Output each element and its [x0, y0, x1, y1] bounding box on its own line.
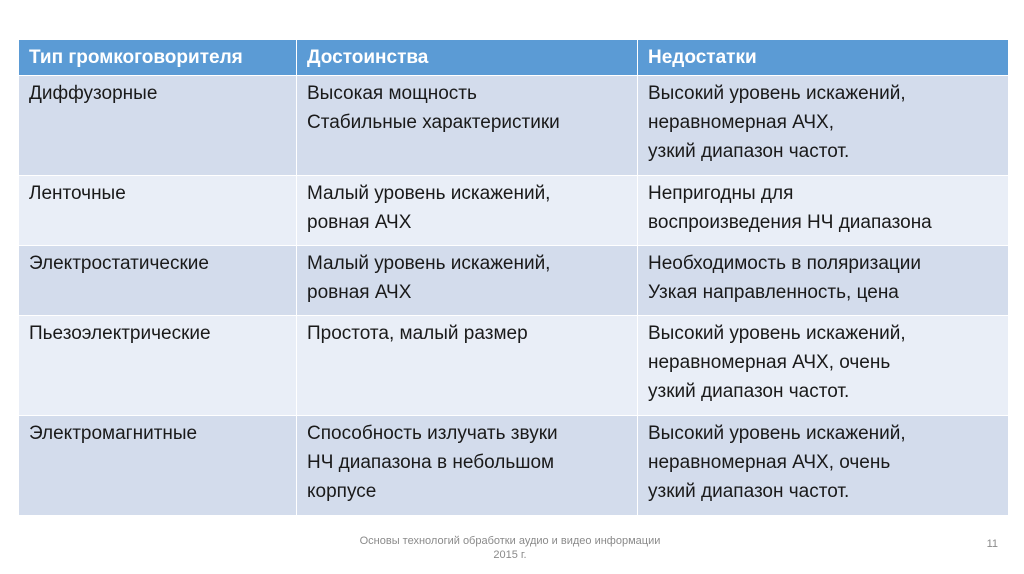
cell-disadvantages: [638, 176, 1009, 246]
cell-line: НЧ диапазона в небольшом: [307, 452, 555, 473]
cell-line: Ленточные: [29, 183, 126, 204]
cell-disadvantages: [638, 246, 1009, 316]
cell-line: неравномерная АЧХ,: [648, 112, 834, 133]
cell-advantages: [297, 416, 638, 516]
header-speaker-type: Тип громкоговорителя: [19, 40, 297, 76]
cell-line: Высокий уровень искажений,: [648, 323, 906, 344]
cell-line: узкий диапазон частот.: [648, 141, 850, 162]
cell-advantages: [297, 176, 638, 246]
cell-line: ровная АЧХ: [307, 212, 412, 233]
cell-line: Высокая мощность: [307, 83, 477, 104]
cell-line: неравномерная АЧХ, очень: [648, 452, 891, 473]
cell-advantages: [297, 246, 638, 316]
cell-line: Стабильные характеристики: [307, 112, 560, 133]
cell-line: Непригодны для: [648, 183, 794, 204]
cell-line: Электромагнитные: [29, 423, 198, 444]
cell-speaker-type: [19, 416, 297, 516]
header-advantages: Достоинства: [297, 40, 638, 76]
cell-line: неравномерная АЧХ, очень: [648, 352, 891, 373]
cell-disadvantages: [638, 76, 1009, 176]
cell-line: Узкая направленность, цена: [648, 282, 899, 303]
cell-line: Высокий уровень искажений,: [648, 83, 906, 104]
speaker-comparison-table: [18, 40, 1009, 516]
cell-line: узкий диапазон частот.: [648, 481, 850, 502]
cell-speaker-type: [19, 246, 297, 316]
footer-course-title: Основы технологий обработки аудио и видео информации: [359, 535, 661, 547]
cell-speaker-type: [19, 316, 297, 416]
table-header-row: [19, 40, 1009, 76]
slide-footer: [300, 534, 720, 562]
cell-line: Малый уровень искажений,: [307, 253, 551, 274]
cell-line: ровная АЧХ: [307, 282, 412, 303]
cell-line: узкий диапазон частот.: [648, 381, 850, 402]
page-number: 11: [986, 538, 998, 550]
cell-line: Малый уровень искажений,: [307, 183, 551, 204]
cell-speaker-type: [19, 176, 297, 246]
cell-line: воспроизведения НЧ диапазона: [648, 212, 932, 233]
cell-disadvantages: [638, 416, 1009, 516]
table-row: [19, 316, 1009, 416]
cell-advantages: [297, 316, 638, 416]
table-row: [19, 416, 1009, 516]
table-row: [19, 246, 1009, 316]
cell-line: Пьезоэлектрические: [29, 323, 211, 344]
cell-line: Необходимость в поляризации: [648, 253, 922, 274]
cell-line: Простота, малый размер: [307, 323, 528, 344]
footer-year: 2015 г.: [493, 549, 527, 561]
cell-line: Электростатические: [29, 253, 209, 274]
cell-line: Диффузорные: [29, 83, 158, 104]
cell-line: корпусе: [307, 481, 377, 502]
cell-speaker-type: [19, 76, 297, 176]
cell-line: Способность излучать звуки: [307, 423, 558, 444]
cell-advantages: [297, 76, 638, 176]
table-row: [19, 76, 1009, 176]
header-disadvantages: Недостатки: [638, 40, 1009, 76]
cell-line: Высокий уровень искажений,: [648, 423, 906, 444]
cell-disadvantages: [638, 316, 1009, 416]
table-row: [19, 176, 1009, 246]
